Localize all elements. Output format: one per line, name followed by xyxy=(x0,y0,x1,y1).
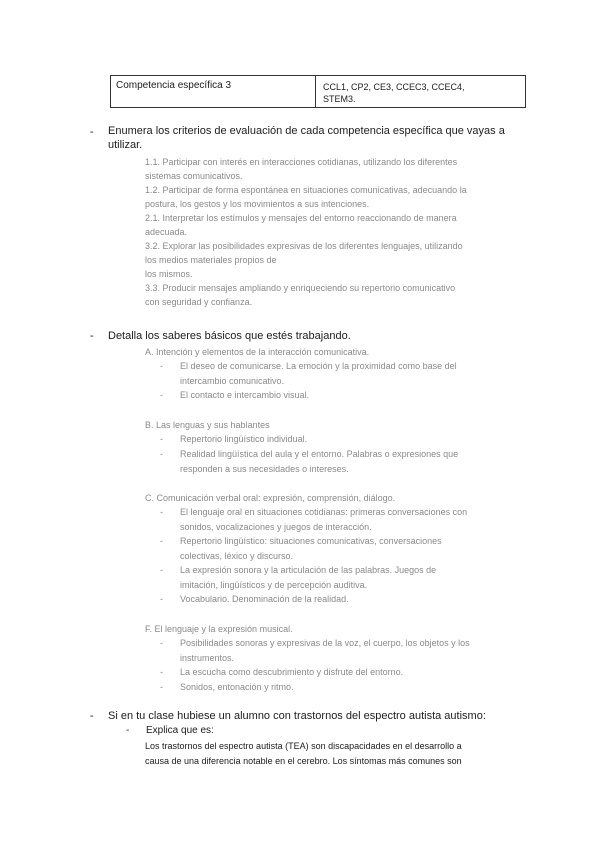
item-line: responden a sus necesidades o intereses. xyxy=(180,463,349,474)
descriptors-line-1: CCL1, CP2, CE3, CCEC3, CCEC4, xyxy=(323,82,465,92)
criteria-line: adecuada. xyxy=(145,227,188,237)
item-line: colectivas, léxico y discurso. xyxy=(180,550,294,561)
item-line: imitación, lingüísticos y de percepción auditiva. xyxy=(180,579,368,590)
q1-line-1: Enumera los criterios de evaluación de cada competencia específica que vayas a xyxy=(108,125,505,137)
q1-prompt xyxy=(108,124,528,152)
answer-line: Los trastornos del espectro autista (TEA) son discapacidades en el desarrollo a xyxy=(145,741,462,751)
criteria-line: 3.3. Producir mensajes ampliando y enriqueciendo su repertorio comunicativo xyxy=(145,283,456,293)
descriptors-line-2: STEM3. xyxy=(323,94,356,104)
competence-table xyxy=(110,75,526,108)
item-line: La expresión sonora y la articulación de las palabras. Juegos de xyxy=(180,565,437,575)
table-cell-competence: Competencia específica 3 xyxy=(111,76,316,107)
q2-dash: - xyxy=(90,330,94,342)
criteria-line: 3.2. Explorar las posibilidades expresivas de los diferentes lenguajes, utilizando xyxy=(145,241,463,251)
item-line: El deseo de comunicarse. La emoción y la proximidad como base del xyxy=(180,361,457,371)
item-line: Repertorio lingüístico: situaciones comunicativas, conversaciones xyxy=(180,536,442,546)
q3-prompt: Si en tu clase hubiese un alumno con trastornos del espectro autista autismo: xyxy=(108,710,486,722)
section-c-title: C. Comunicación verbal oral: expresión, comprensión, diálogo. xyxy=(145,493,396,503)
section-f-title: F. El lenguaje y la expresión musical. xyxy=(145,624,293,634)
item-line: Repertorio lingüístico individual. xyxy=(180,434,308,444)
criteria-line: los medios materiales propios de xyxy=(145,255,277,265)
criteria-line: 1.2. Participar de forma espontánea en situaciones comunicativas, adecuando la xyxy=(145,185,467,195)
table-cell-descriptors xyxy=(316,76,525,107)
q3-dash: - xyxy=(90,710,94,722)
item-line: El lenguaje oral en situaciones cotidianas: primeras conversaciones con xyxy=(180,507,468,517)
q3-sub-label: Explica que es: xyxy=(146,725,214,736)
item-line: Posibilidades sonoras y expresivas de la voz, el cuerpo, los objetos y los xyxy=(180,638,470,648)
item-line: El contacto e intercambio visual. xyxy=(180,390,310,400)
answer-line: causa de una diferencia notable en el cerebro. Los síntomas más comunes son xyxy=(145,756,462,766)
section-a-title: A. Intención y elementos de la interacción comunicativa. xyxy=(145,347,370,357)
sub-dash: - xyxy=(126,725,130,736)
item-line: sonidos, vocalizaciones y juegos de interacción. xyxy=(180,521,372,532)
q3-answer xyxy=(145,739,525,769)
item-line: Vocabulario. Denominación de la realidad. xyxy=(180,594,349,604)
item-line: La escucha como descubrimiento y disfrute del entorno. xyxy=(180,667,404,677)
section-b-title: B. Las lenguas y sus hablantes xyxy=(145,420,270,430)
q1-line-2: utilizar. xyxy=(108,139,143,151)
criteria-line: postura, los gestos y los movimientos a sus intenciones. xyxy=(145,199,370,209)
item-line: Sonidos, entonación y ritmo. xyxy=(180,682,294,692)
item-line: Realidad lingüística del aula y el entorno. Palabras o expresiones que xyxy=(180,449,459,459)
criteria-line: los mismos. xyxy=(145,269,193,279)
criteria-line: 1.1. Participar con interés en interacciones cotidianas, utilizando los diferentes xyxy=(145,157,458,167)
item-line: instrumentos. xyxy=(180,652,235,663)
q2-prompt: Detalla los saberes básicos que estés trabajando. xyxy=(108,330,351,342)
q1-dash: - xyxy=(90,126,94,138)
criteria-line: con seguridad y confianza. xyxy=(145,297,253,307)
criteria-list xyxy=(145,155,525,309)
criteria-line: 2.1. Interpretar los estímulos y mensajes del entorno reaccionando de manera xyxy=(145,213,457,223)
criteria-line: sistemas comunicativos. xyxy=(145,171,243,181)
item-line: intercambio comunicativo. xyxy=(180,375,285,386)
